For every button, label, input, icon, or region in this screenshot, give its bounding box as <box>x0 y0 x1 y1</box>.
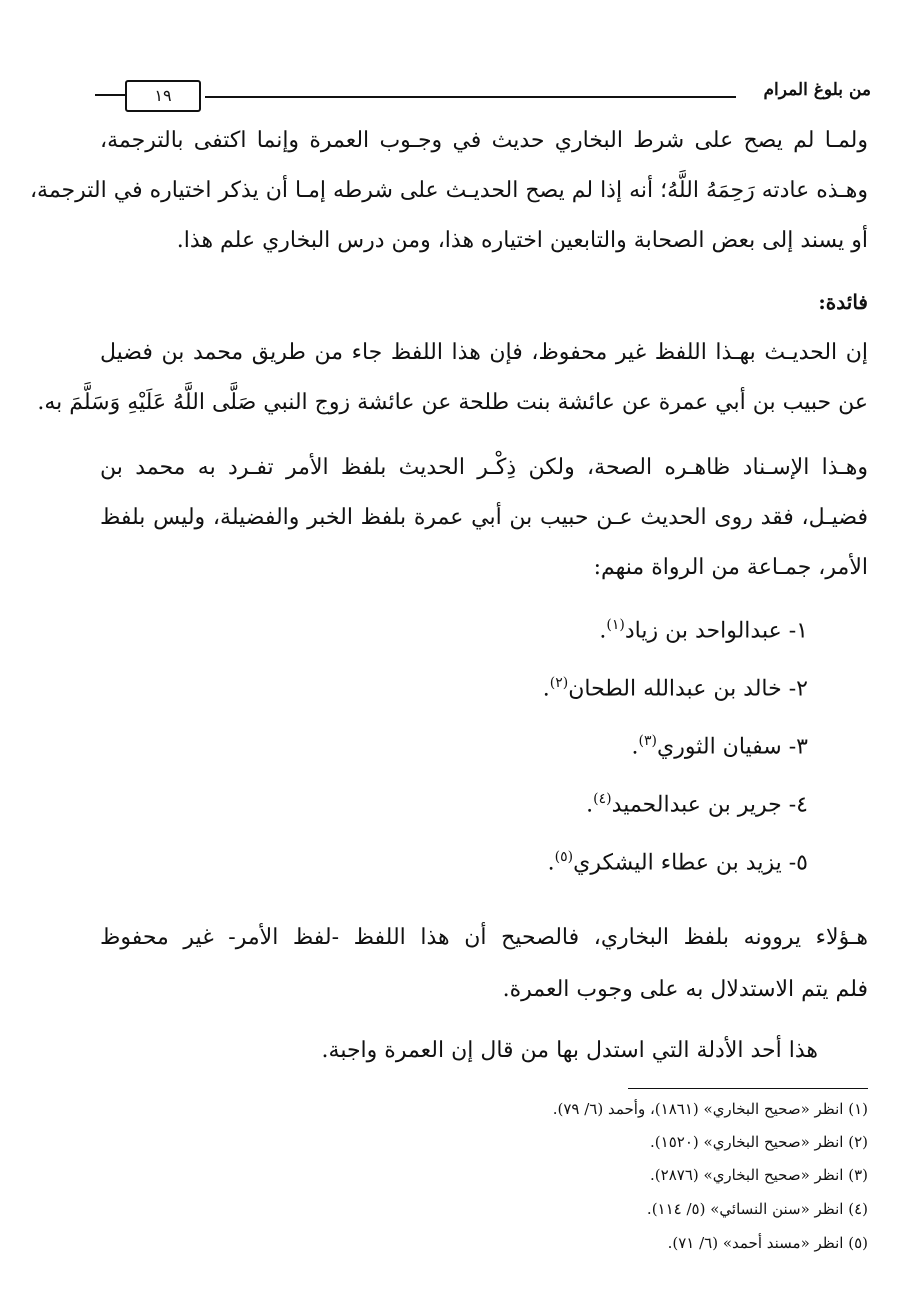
header-title: من بلوغ المرام <box>763 80 871 100</box>
list-item <box>100 791 808 849</box>
period: . <box>631 734 639 760</box>
footnote-ref: (٢) <box>549 675 569 691</box>
footnote-separator <box>628 1088 868 1089</box>
paragraph-5 <box>100 1038 868 1063</box>
list-item-text: ٢- خالد بن عبدالله الطحان <box>568 676 808 702</box>
section-heading <box>100 290 868 314</box>
paragraph-3 <box>100 455 868 605</box>
heading-faida: فائدة: <box>818 290 868 314</box>
footnote-ref: (٣) <box>638 733 658 749</box>
list-item <box>100 733 808 791</box>
paragraph-line: عن حبيب بن أبي عمرة عن عائشة بنت طلحة عن عائشة زوج النبي صَلَّى اللَّهُ عَلَيْهِ وَسَلَّمَ به. <box>37 390 868 415</box>
paragraph-line: الأمر، جمـاعة من الرواة منهم: <box>593 555 868 580</box>
narrator-list <box>100 617 868 907</box>
footnote: (٤) انظر «سنن النسائي» (٥/ ١١٤). <box>646 1200 868 1218</box>
list-item-text: ٤- جرير بن عبدالحميد <box>611 792 808 818</box>
list-item-text: ١- عبدالواحد بن زياد <box>624 618 808 644</box>
footnote: (٢) انظر «صحيح البخاري» (١٥٢٠). <box>650 1133 868 1151</box>
list-item <box>100 675 808 733</box>
paragraph-line: فلم يتم الاستدلال به على وجوب العمرة. <box>502 977 868 1002</box>
paragraph-line: أو يسند إلى بعض الصحابة والتابعين اختياره هذا، ومن درس البخاري علم هذا. <box>176 228 868 253</box>
list-item <box>100 849 808 907</box>
period: . <box>547 850 555 876</box>
paragraph-1 <box>29 128 868 278</box>
paragraph-line: هذا أحد الأدلة التي استدل بها من قال إن العمرة واجبة. <box>321 1038 818 1063</box>
period: . <box>599 618 607 644</box>
paragraph-line: وهـذا الإسـناد ظاهـره الصحة، ولكن ذِكْـر الحديث بلفظ الأمر تفـرد به محمد بن <box>100 455 868 480</box>
paragraph-2 <box>37 340 868 440</box>
footnote-ref: (١) <box>606 617 625 633</box>
page-number: ١٩ <box>125 80 201 112</box>
footnote: (٣) انظر «صحيح البخاري» (٢٨٧٦). <box>650 1166 868 1184</box>
footnote-ref: (٤) <box>593 791 612 807</box>
footnote: (١) انظر «صحيح البخاري» (١٨٦١)، وأحمد (٦/ ٧٩). <box>552 1100 868 1118</box>
paragraph-line: فضيـل، فقد روى الحديث عـن حبيب بن أبي عمرة بلفظ الخبر والفضيلة، وليس بلفظ <box>100 505 868 530</box>
paragraph-line: هـؤلاء يروونه بلفظ البخاري، فالصحيح أن هذا اللفظ -لفظ الأمر- غير محفوظ <box>100 925 868 950</box>
list-item-text: ٣- سفيان الثوري <box>657 734 808 760</box>
running-header <box>95 72 871 112</box>
paragraph-line: وهـذه عادته رَحِمَهُ اللَّهُ؛ أنه إذا لم يصح الحديـث على شرطه إمـا أن يذكر اختياره في الترجمة، <box>29 178 868 203</box>
header-ornament-line <box>95 94 125 96</box>
paragraph-line: إن الحديـث بهـذا اللفظ غير محفوظ، فإن هذا اللفظ جاء من طريق محمد بن فضيل <box>100 340 868 365</box>
list-item <box>100 617 808 675</box>
list-item-text: ٥- يزيد بن عطاء اليشكري <box>573 850 808 876</box>
footnote: (٥) انظر «مسند أحمد» (٦/ ٧١). <box>667 1234 868 1252</box>
period: . <box>542 676 550 702</box>
header-rule <box>205 96 736 98</box>
period: . <box>586 792 594 818</box>
paragraph-4 <box>100 925 868 1029</box>
paragraph-line: ولمـا لم يصح على شرط البخاري حديث في وجـوب العمرة وإنما اكتفى بالترجمة، <box>100 128 868 153</box>
footnote-ref: (٥) <box>554 849 574 865</box>
